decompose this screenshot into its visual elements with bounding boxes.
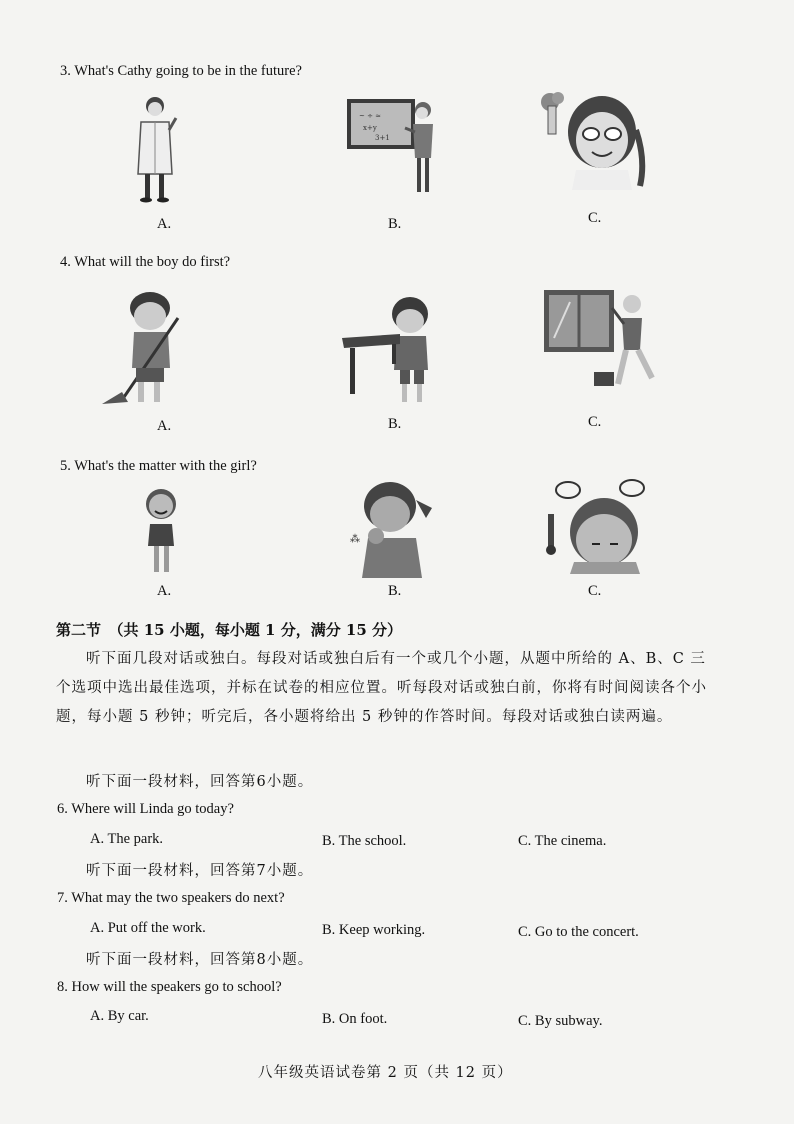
option-3b-teacher-picture xyxy=(345,96,445,198)
option-5c-fever-picture xyxy=(544,474,650,580)
svg-text:x+y: x+y xyxy=(363,124,377,132)
q6-option-a[interactable]: A. The park. xyxy=(90,831,164,847)
q8-option-a[interactable]: A. By car. xyxy=(90,1008,149,1024)
q6-stem: 6. Where will Linda go today? xyxy=(57,801,234,817)
option-4c-label[interactable]: C. xyxy=(588,414,602,430)
option-3c-scientist-picture xyxy=(536,90,648,190)
option-4b-table-picture xyxy=(340,294,440,406)
question-3-stem: 3. What's Cathy going to be in the future? xyxy=(60,63,302,79)
section-2-instructions xyxy=(56,645,718,732)
q8-option-c[interactable]: C. By subway. xyxy=(518,1013,603,1029)
option-4a-sweeping-picture xyxy=(98,288,190,410)
option-5a-girl-picture xyxy=(138,486,184,578)
option-3a-label[interactable]: A. xyxy=(157,216,172,232)
q6-intro: 听下面一段材料，回答第6小题。 xyxy=(86,774,314,790)
option-3c-label[interactable]: C. xyxy=(588,210,602,226)
page-footer: 八年级英语试卷第 2 页（共 12 页） xyxy=(258,1065,513,1081)
option-4b-label[interactable]: B. xyxy=(388,416,402,432)
question-4-stem: 4. What will the boy do first? xyxy=(60,254,231,270)
q7-stem: 7. What may the two speakers do next? xyxy=(57,890,285,906)
option-3a-doctor-picture xyxy=(128,92,184,204)
svg-text:~ ÷ ≈: ~ ÷ ≈ xyxy=(359,112,382,120)
q7-option-c[interactable]: C. Go to the concert. xyxy=(518,924,639,940)
option-5a-label[interactable]: A. xyxy=(157,583,172,599)
q8-intro: 听下面一段材料，回答第8小题。 xyxy=(86,952,314,968)
option-4c-window-picture xyxy=(542,288,662,394)
q7-option-b[interactable]: B. Keep working. xyxy=(322,922,426,938)
q6-option-c[interactable]: C. The cinema. xyxy=(518,833,607,849)
svg-text:⁂: ⁂ xyxy=(350,534,360,545)
option-4a-label[interactable]: A. xyxy=(157,418,172,434)
option-5c-label[interactable]: C. xyxy=(588,583,602,599)
q6-option-b[interactable]: B. The school. xyxy=(322,833,407,849)
instructions-text: 听下面几段对话或独白。每段对话或独白后有一个或几个小题，从题中所给的 A、B、C 三个选项中选出最佳选项，并标在试卷的相应位置。听每段对话或独白前，你将有时间阅读各个小题，每小题 5 秒钟；听完后，各小题将给出 5 秒钟的作答时间。每段对话或独白读两遍。 xyxy=(56,651,707,725)
q8-stem: 8. How will the speakers go to school? xyxy=(57,979,282,995)
option-3b-label[interactable]: B. xyxy=(388,216,402,232)
q7-intro: 听下面一段材料，回答第7小题。 xyxy=(86,863,314,879)
q8-option-b[interactable]: B. On foot. xyxy=(322,1011,388,1027)
svg-text:3+1: 3+1 xyxy=(375,134,390,142)
q7-option-a[interactable]: A. Put off the work. xyxy=(90,920,206,936)
question-5-stem: 5. What's the matter with the girl? xyxy=(60,458,257,474)
option-5b-sick-girl-picture xyxy=(346,478,438,580)
section-2-title: 第二节 （共 15 小题，每小题 1 分，满分 15 分） xyxy=(56,621,403,639)
option-5b-label[interactable]: B. xyxy=(388,583,402,599)
